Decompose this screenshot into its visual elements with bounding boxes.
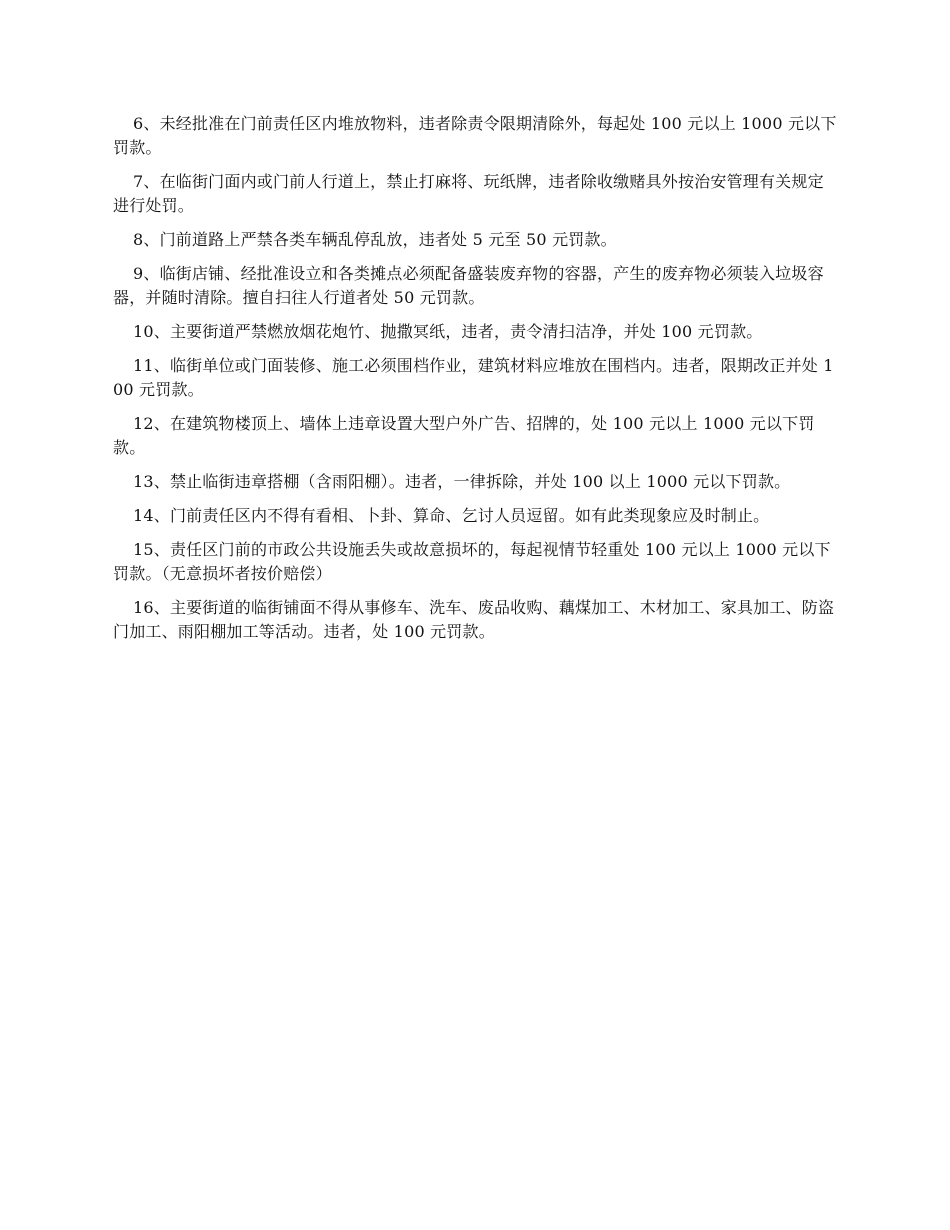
regulation-item-14: 14、门前责任区内不得有看相、卜卦、算命、乞讨人员逗留。如有此类现象应及时制止。: [133, 506, 770, 525]
regulation-item-10: 10、主要街道严禁燃放烟花炮竹、抛撒冥纸，违者，责令清扫洁净，并处 100 元罚款。: [133, 322, 763, 341]
regulation-item-11: 11、临街单位或门面装修、施工必须围档作业，建筑材料应堆放在围档内。违者，限期改正并处 100 元罚款。: [113, 356, 834, 399]
regulation-item-13: 13、禁止临街违章搭棚（含雨阳棚）。违者，一律拆除，并处 100 以上 1000 元以下罚款。: [133, 472, 791, 491]
regulation-item-12: 12、在建筑物楼顶上、墙体上违章设置大型户外广告、招牌的，处 100 元以上 1000 元以下罚款。: [113, 414, 815, 457]
document-body: [113, 112, 838, 654]
regulation-item-9: 9、临街店铺、经批准设立和各类摊点必须配备盛装废弃物的容器，产生的废弃物必须装入垃圾容器，并随时清除。擅自扫往人行道者处 50 元罚款。: [113, 264, 824, 307]
regulation-item-8: 8、门前道路上严禁各类车辆乱停乱放，违者处 5 元至 50 元罚款。: [133, 230, 617, 249]
regulation-item-7: 7、在临街门面内或门前人行道上，禁止打麻将、玩纸牌，违者除收缴赌具外按治安管理有关规定进行处罚。: [113, 172, 824, 215]
regulation-item-15: 15、责任区门前的市政公共设施丢失或故意损坏的，每起视情节轻重处 100 元以上 1000 元以下罚款。（无意损坏者按价赔偿）: [113, 540, 831, 583]
regulation-item-16: 16、主要街道的临街铺面不得从事修车、洗车、废品收购、藕煤加工、木材加工、家具加工、防盗门加工、雨阳棚加工等活动。违者，处 100 元罚款。: [113, 598, 835, 641]
regulation-item-6: 6、未经批准在门前责任区内堆放物料，违者除责令限期清除外，每起处 100 元以上 1000 元以下罚款。: [113, 114, 837, 157]
